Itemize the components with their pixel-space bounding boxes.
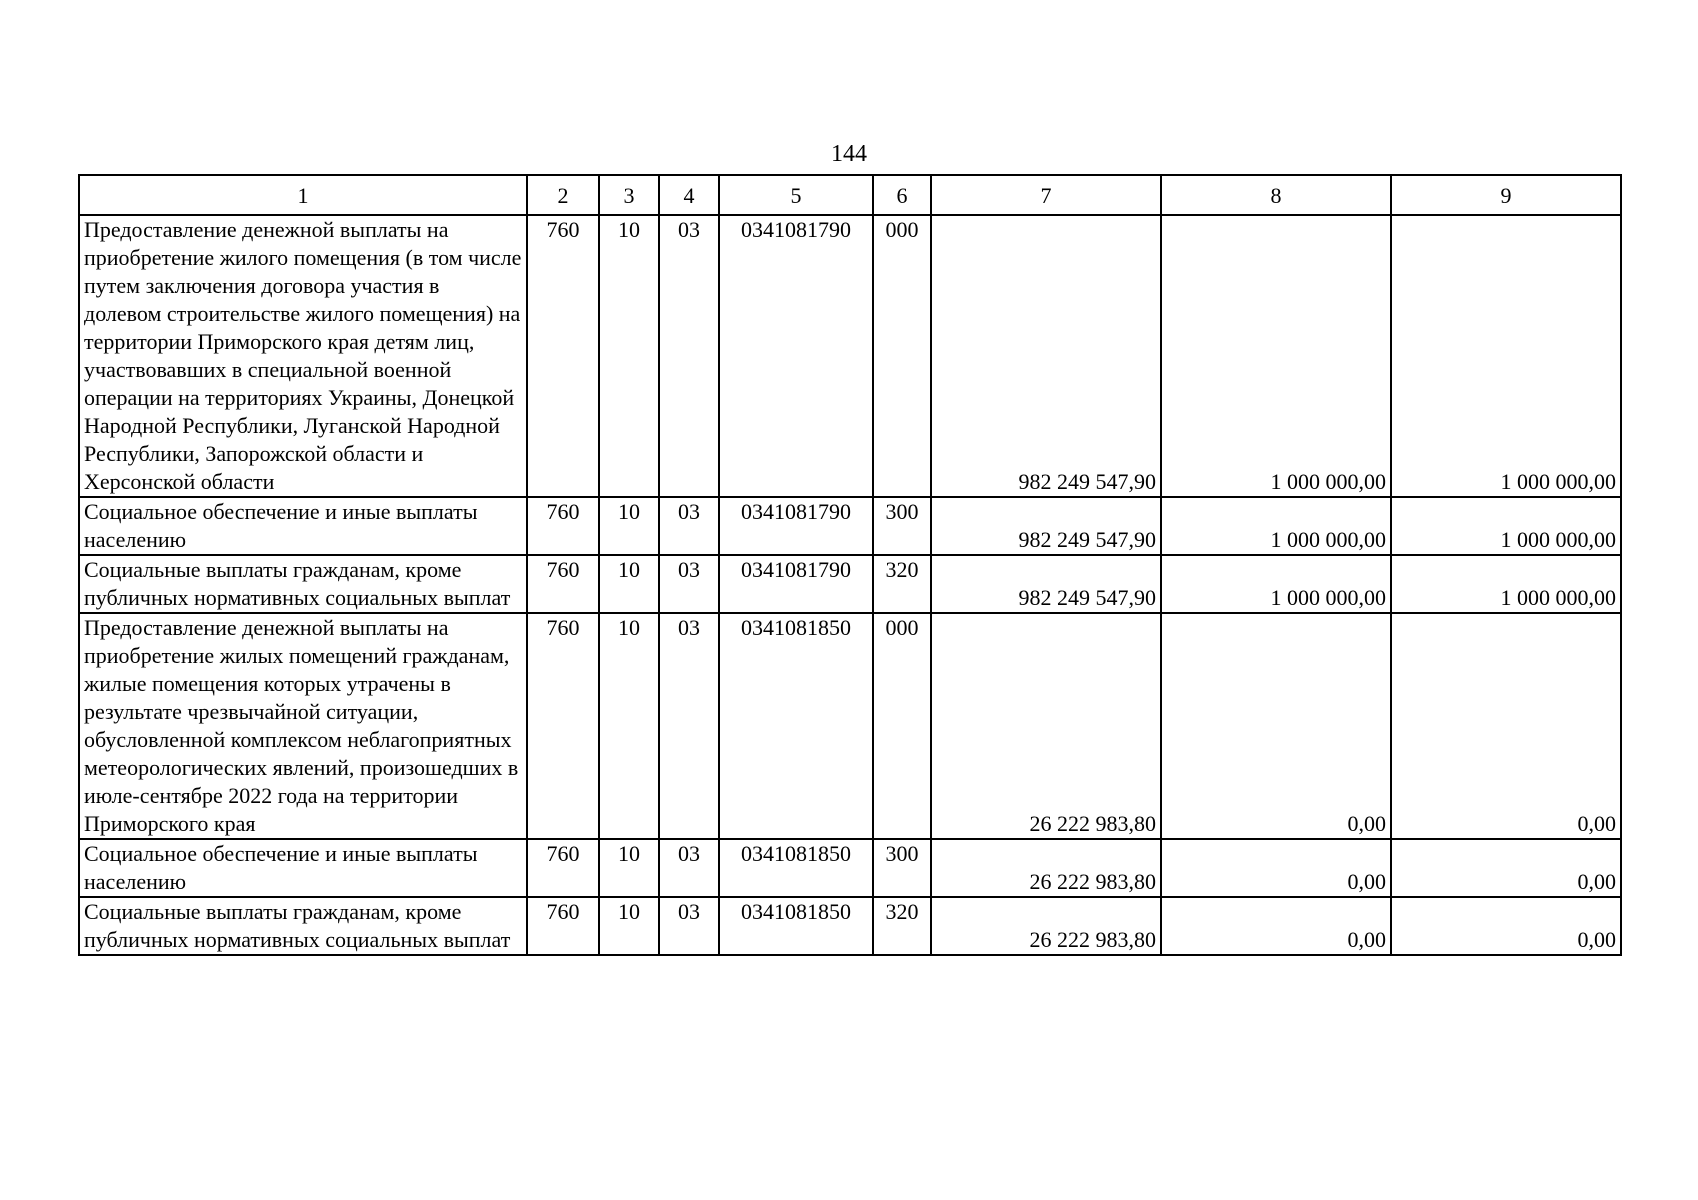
- row-name: Социальное обеспечение и иные выплаты населению: [79, 497, 527, 555]
- code-rz: 10: [599, 897, 659, 955]
- code-vr: 320: [873, 897, 931, 955]
- amount-col7: 26 222 983,80: [931, 839, 1161, 897]
- column-header: 5: [719, 175, 873, 215]
- code-vr: 000: [873, 613, 931, 839]
- code-gr: 760: [527, 839, 599, 897]
- column-header: 1: [79, 175, 527, 215]
- budget-table: [78, 174, 1622, 956]
- amount-col9: 0,00: [1391, 839, 1621, 897]
- table-row: [79, 839, 1621, 897]
- row-name: Предоставление денежной выплаты на приобретение жилых помещений гражданам, жилые помещения которых утрачены в результате чрезвычайной ситуации, обусловленной комплексом неблагоприятных метеорологических явлений, произошедших в июле-сентябре 2022 года на территории Приморского края: [79, 613, 527, 839]
- amount-col8: 1 000 000,00: [1161, 215, 1391, 497]
- amount-col9: 1 000 000,00: [1391, 215, 1621, 497]
- code-pr: 03: [659, 613, 719, 839]
- amount-col8: 0,00: [1161, 839, 1391, 897]
- code-pr: 03: [659, 839, 719, 897]
- column-header: 2: [527, 175, 599, 215]
- column-header: 3: [599, 175, 659, 215]
- amount-col7: 982 249 547,90: [931, 215, 1161, 497]
- code-pr: 03: [659, 897, 719, 955]
- amount-col9: 0,00: [1391, 613, 1621, 839]
- row-name: Социальные выплаты гражданам, кроме публичных нормативных социальных выплат: [79, 555, 527, 613]
- code-rz: 10: [599, 497, 659, 555]
- column-header: 4: [659, 175, 719, 215]
- amount-col8: 0,00: [1161, 613, 1391, 839]
- table-row: [79, 497, 1621, 555]
- table-row: [79, 897, 1621, 955]
- column-header: 8: [1161, 175, 1391, 215]
- column-header: 7: [931, 175, 1161, 215]
- row-name: Социальное обеспечение и иные выплаты населению: [79, 839, 527, 897]
- table-row: [79, 555, 1621, 613]
- header-row: [79, 175, 1621, 215]
- amount-col9: 1 000 000,00: [1391, 555, 1621, 613]
- column-header: 9: [1391, 175, 1621, 215]
- amount-col7: 26 222 983,80: [931, 613, 1161, 839]
- code-csr: 0341081790: [719, 555, 873, 613]
- amount-col7: 982 249 547,90: [931, 497, 1161, 555]
- amount-col8: 1 000 000,00: [1161, 497, 1391, 555]
- code-vr: 320: [873, 555, 931, 613]
- column-header: 6: [873, 175, 931, 215]
- row-name: Предоставление денежной выплаты на приобретение жилого помещения (в том числе путем заключения договора участия в долевом строительстве жилого помещения) на территории Приморского края детям лиц, участвовавших в специальной военной операции на территориях Украины, Донецкой Народной Республики, Луганской Народной Республики, Запорожской области и Херсонской области: [79, 215, 527, 497]
- code-csr: 0341081850: [719, 897, 873, 955]
- amount-col8: 1 000 000,00: [1161, 555, 1391, 613]
- amount-col9: 1 000 000,00: [1391, 497, 1621, 555]
- code-gr: 760: [527, 497, 599, 555]
- page-number: 144: [831, 141, 867, 167]
- code-csr: 0341081850: [719, 839, 873, 897]
- amount-col9: 0,00: [1391, 897, 1621, 955]
- row-name: Социальные выплаты гражданам, кроме публичных нормативных социальных выплат: [79, 897, 527, 955]
- table-row: [79, 215, 1621, 497]
- code-rz: 10: [599, 555, 659, 613]
- code-pr: 03: [659, 497, 719, 555]
- code-rz: 10: [599, 613, 659, 839]
- code-gr: 760: [527, 215, 599, 497]
- amount-col7: 26 222 983,80: [931, 897, 1161, 955]
- code-csr: 0341081790: [719, 215, 873, 497]
- code-gr: 760: [527, 613, 599, 839]
- code-vr: 300: [873, 839, 931, 897]
- amount-col7: 982 249 547,90: [931, 555, 1161, 613]
- code-gr: 760: [527, 897, 599, 955]
- code-vr: 300: [873, 497, 931, 555]
- code-pr: 03: [659, 555, 719, 613]
- code-csr: 0341081790: [719, 497, 873, 555]
- code-rz: 10: [599, 215, 659, 497]
- code-rz: 10: [599, 839, 659, 897]
- amount-col8: 0,00: [1161, 897, 1391, 955]
- code-vr: 000: [873, 215, 931, 497]
- code-gr: 760: [527, 555, 599, 613]
- code-pr: 03: [659, 215, 719, 497]
- table-row: [79, 613, 1621, 839]
- code-csr: 0341081850: [719, 613, 873, 839]
